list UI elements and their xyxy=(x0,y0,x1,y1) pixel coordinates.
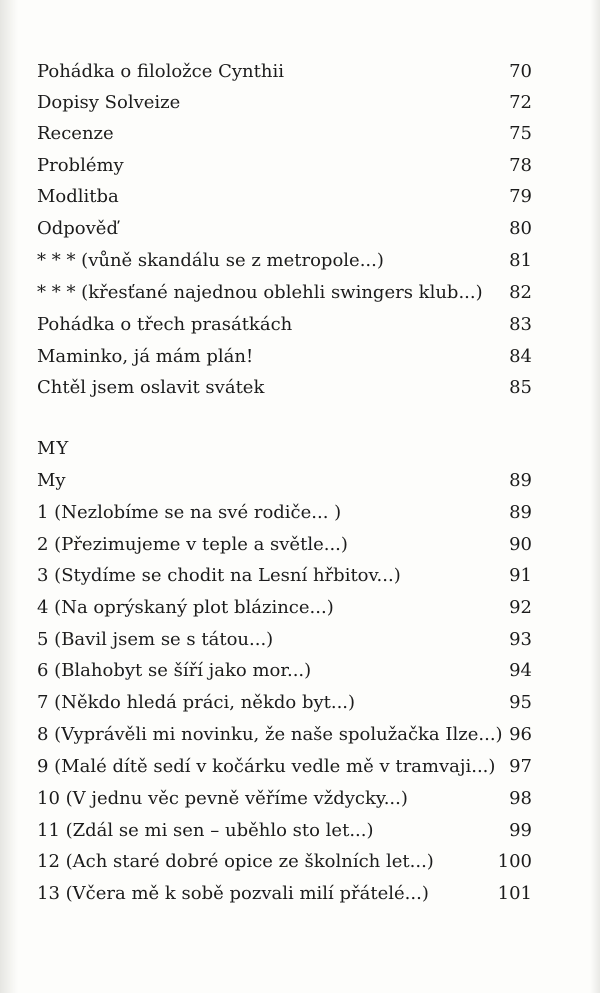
toc-entry-title: Chtěl jsem oslavit svátek xyxy=(37,377,265,398)
toc-entry xyxy=(37,594,532,622)
toc-entry xyxy=(37,626,532,654)
toc-entry xyxy=(37,58,532,86)
toc-entry-page: 92 xyxy=(509,597,532,618)
toc-entry-title: 7 (Někdo hledá práci, někdo byt...) xyxy=(37,692,356,713)
toc-entry-title: 12 (Ach staré dobré opice ze školních let...) xyxy=(37,851,434,872)
toc-entry-page: 78 xyxy=(509,155,532,176)
toc-entry-page: 80 xyxy=(509,218,532,239)
toc-entry xyxy=(37,689,532,717)
toc-entry-page: 94 xyxy=(509,660,532,681)
toc-entry-page: 85 xyxy=(509,377,532,398)
toc-entry-title: Maminko, já mám plán! xyxy=(37,346,254,367)
toc-entry-page: 70 xyxy=(509,61,532,82)
toc-entry xyxy=(37,279,532,307)
toc-entry-title: 2 (Přezimujeme v teple a světle...) xyxy=(37,534,348,555)
toc-entry xyxy=(37,753,532,781)
toc-entry-page: 82 xyxy=(509,282,532,303)
toc-entry xyxy=(37,848,532,876)
toc-entry-title: Odpověď xyxy=(37,218,118,239)
toc-entry-title: 10 (V jednu věc pevně věříme vždycky...) xyxy=(37,788,408,809)
toc-entry-page: 79 xyxy=(509,186,532,207)
toc-entry-title: 3 (Stydíme se chodit na Lesní hřbitov...) xyxy=(37,565,401,586)
toc-entry-title: 6 (Blahobyt se šíří jako mor...) xyxy=(37,660,312,681)
toc-entry-title: 1 (Nezlobíme se na své rodiče... ) xyxy=(37,502,342,523)
toc-entry-page: 75 xyxy=(509,123,532,144)
toc-entry xyxy=(37,247,532,275)
page-edge-shadow-right xyxy=(590,0,600,993)
toc-entry xyxy=(37,343,532,371)
toc-entry-title: 5 (Bavil jsem se s tátou...) xyxy=(37,629,274,650)
toc-entry-title: Pohádka o třech prasátkách xyxy=(37,314,293,335)
toc-entry-title: 8 (Vyprávěli mi novinku, že naše spolužačka Ilze...) xyxy=(37,724,503,745)
toc-entry-page: 97 xyxy=(509,756,532,777)
toc-entry-page: 72 xyxy=(509,92,532,113)
toc-entry xyxy=(37,817,532,845)
toc-entry-title: My xyxy=(37,470,66,491)
section-heading: MY xyxy=(37,438,70,459)
toc-entry-title: 13 (Včera mě k sobě pozvali milí přátelé...) xyxy=(37,883,429,904)
toc-entry xyxy=(37,183,532,211)
toc-entry-page: 95 xyxy=(509,692,532,713)
toc-entry-title: 11 (Zdál se mi sen – uběhlo sto let...) xyxy=(37,820,374,841)
toc-entry xyxy=(37,721,532,749)
toc-entry xyxy=(37,89,532,117)
toc-entry-title: 9 (Malé dítě sedí v kočárku vedle mě v tramvaji...) xyxy=(37,756,496,777)
toc-entry-title: Pohádka o filoložce Cynthii xyxy=(37,61,284,82)
toc-entry xyxy=(37,152,532,180)
toc-entry xyxy=(37,215,532,243)
toc-entry xyxy=(37,531,532,559)
toc-entry xyxy=(37,880,532,908)
toc-entry-page: 98 xyxy=(509,788,532,809)
toc-entry xyxy=(37,467,532,495)
toc-entry-page: 96 xyxy=(509,724,532,745)
toc-entry xyxy=(37,785,532,813)
toc-entry-page: 100 xyxy=(497,851,532,872)
toc-entry xyxy=(37,657,532,685)
toc-entry-title: * * * (vůně skandálu se z metropole...) xyxy=(37,250,384,271)
toc-entry-title: Recenze xyxy=(37,123,114,144)
toc-entry-page: 89 xyxy=(509,470,532,491)
toc-entry-page: 84 xyxy=(509,346,532,367)
toc-entry-title: Modlitba xyxy=(37,186,119,207)
toc-entry-page: 91 xyxy=(509,565,532,586)
toc-entry xyxy=(37,562,532,590)
toc-entry xyxy=(37,120,532,148)
toc-entry xyxy=(37,311,532,339)
toc-entry-title: 4 (Na oprýskaný plot blázince...) xyxy=(37,597,334,618)
toc-entry-page: 99 xyxy=(509,820,532,841)
toc-entry-page: 101 xyxy=(497,883,532,904)
toc-entry-title: Problémy xyxy=(37,155,124,176)
toc-entry-title: * * * (křesťané najednou oblehli swingers klub...) xyxy=(37,282,483,303)
toc-entry-page: 81 xyxy=(509,250,532,271)
toc-entry-page: 90 xyxy=(509,534,532,555)
page-edge-shadow-left xyxy=(0,0,18,993)
toc-entry-page: 89 xyxy=(509,502,532,523)
toc-entry-page: 93 xyxy=(509,629,532,650)
toc-entry-title: Dopisy Solveize xyxy=(37,92,181,113)
toc-entry-page: 83 xyxy=(509,314,532,335)
toc-entry xyxy=(37,499,532,527)
toc-entry xyxy=(37,374,532,402)
